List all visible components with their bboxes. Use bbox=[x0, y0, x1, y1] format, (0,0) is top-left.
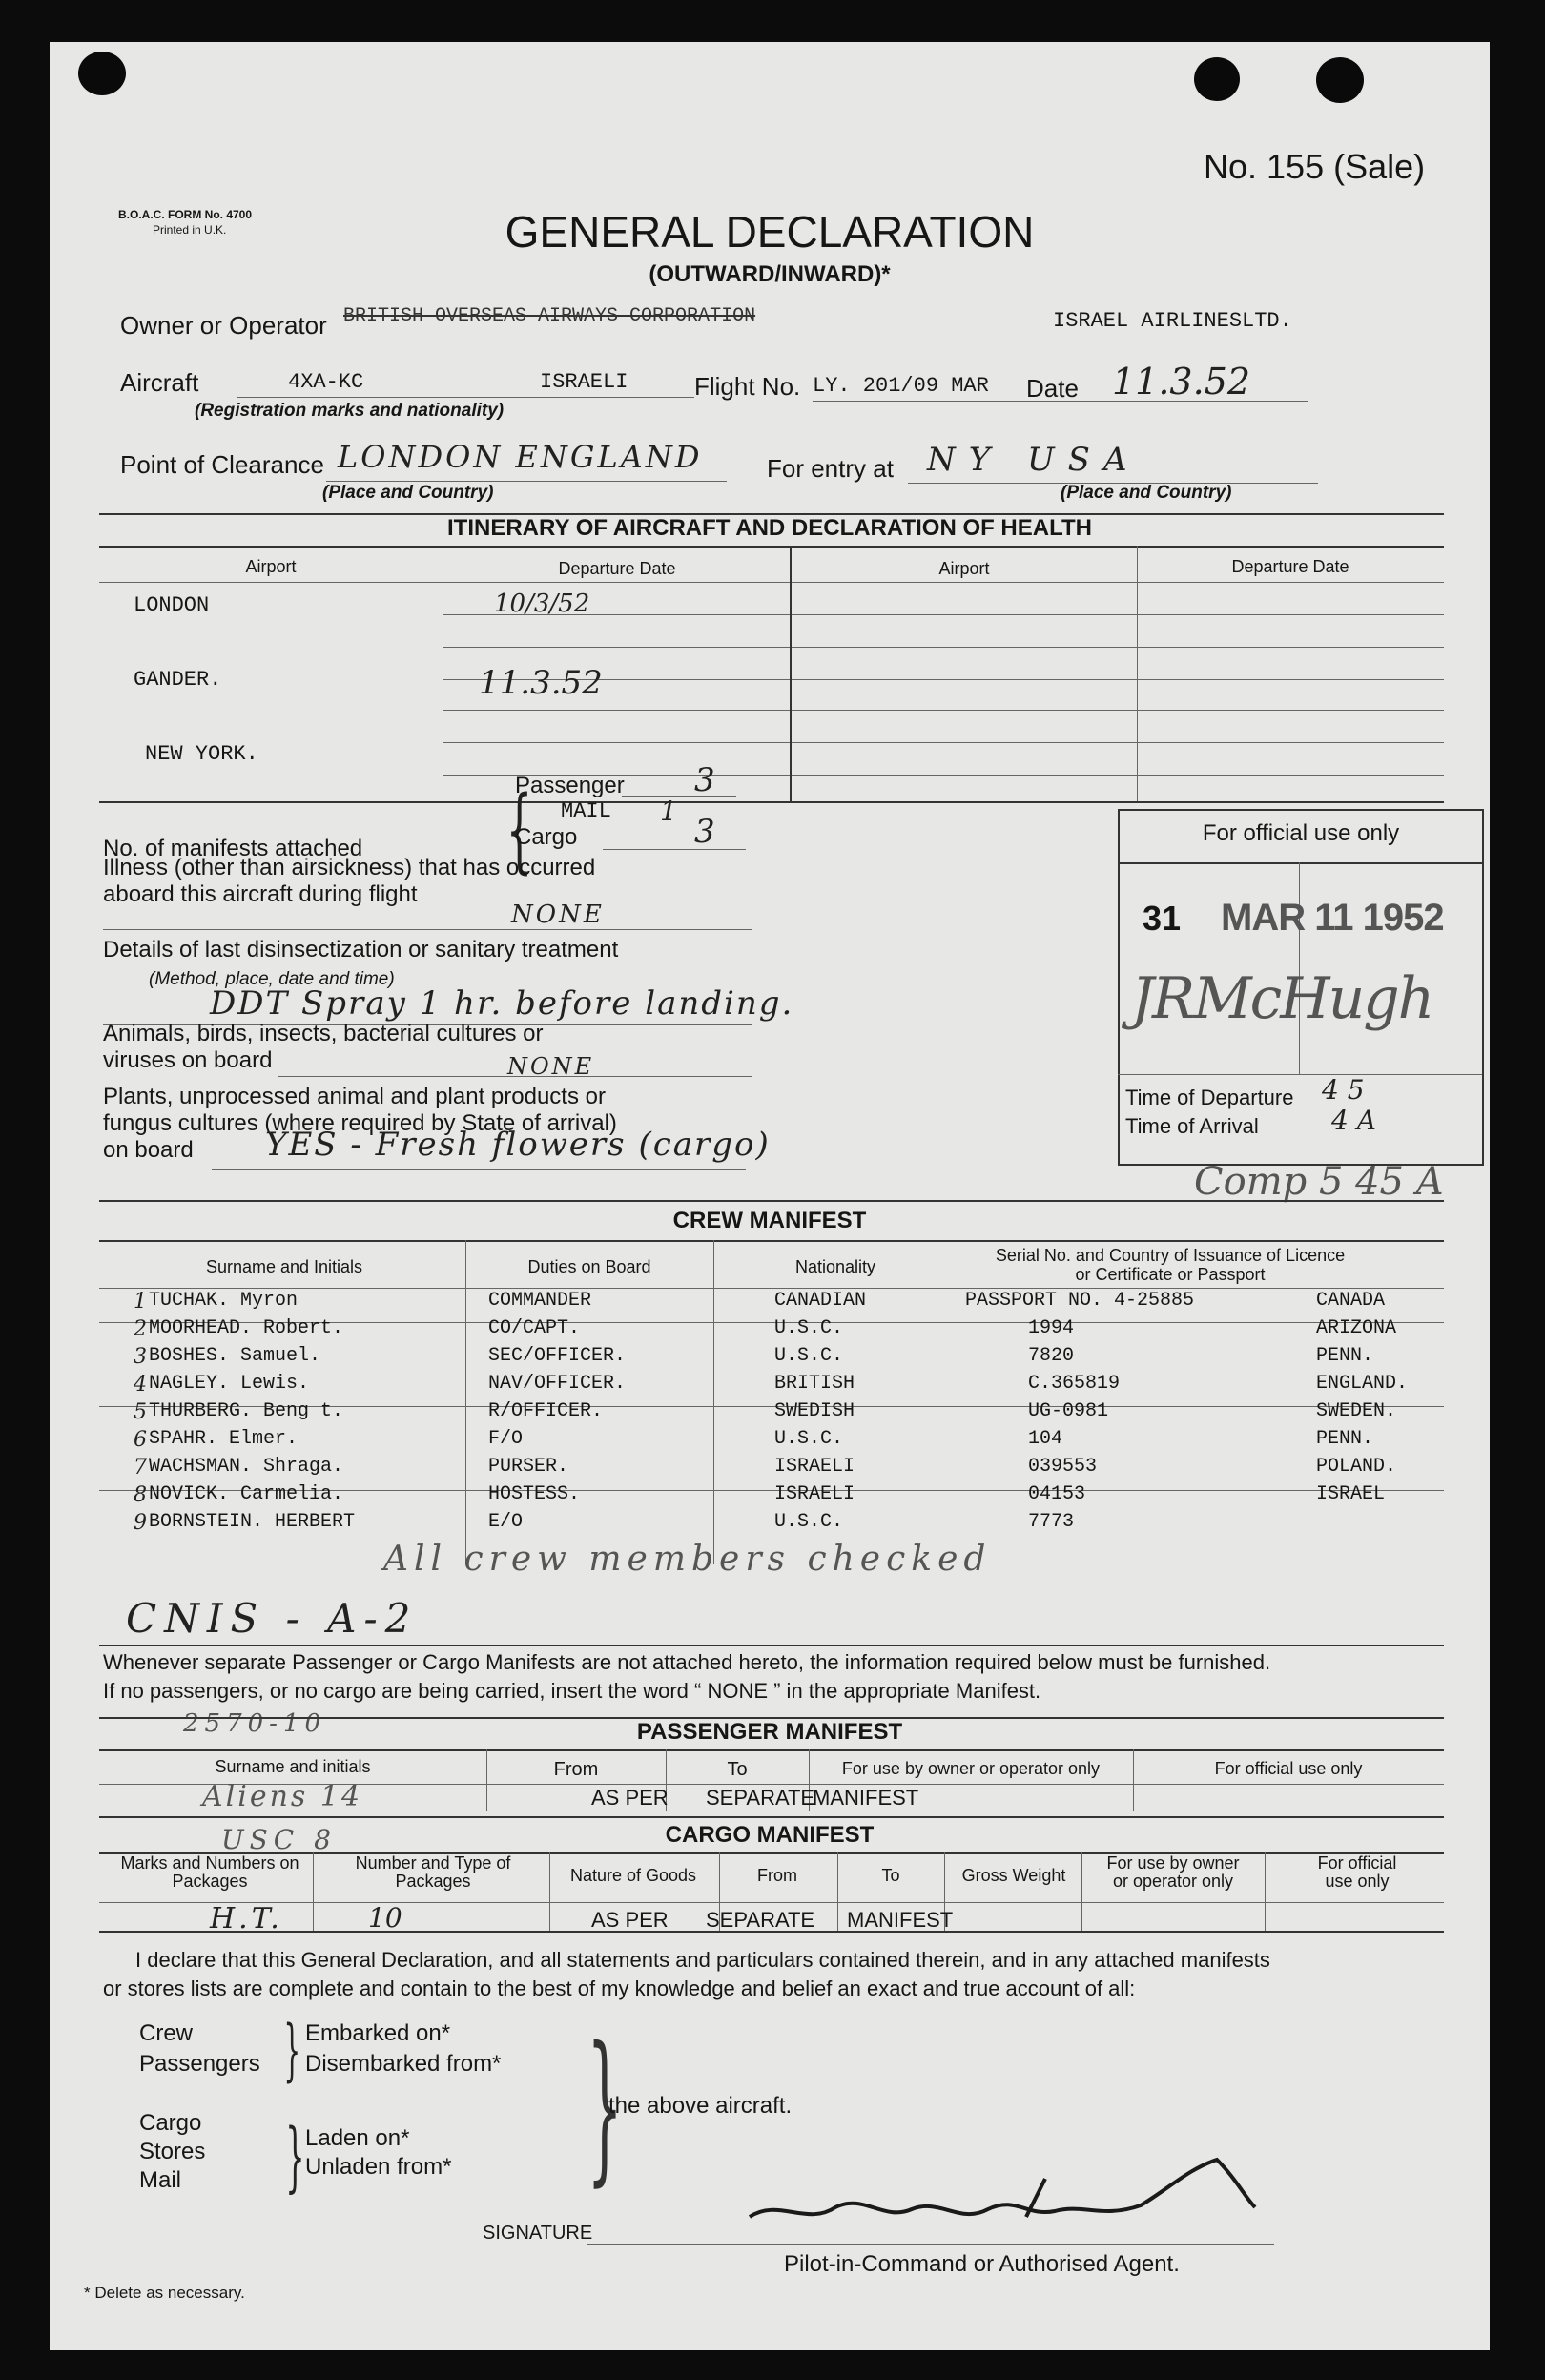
plants-line bbox=[212, 1169, 746, 1170]
plants-value: YES - Fresh flowers (cargo) bbox=[265, 1126, 771, 1164]
owner-struck: BRITISH OVERSEAS AIRWAYS CORPORATION bbox=[343, 305, 756, 327]
clearance-note: (Place and Country) bbox=[322, 483, 494, 503]
form-code: B.O.A.C. FORM No. 4700 bbox=[118, 208, 253, 221]
crew-row-serial: 104 bbox=[1028, 1428, 1063, 1450]
cargo-row-from: SEPARATE bbox=[706, 1908, 815, 1932]
aircraft-label: Aircraft bbox=[120, 368, 199, 397]
declaration-brace-1: } bbox=[283, 2011, 301, 2089]
passenger-label: Passenger bbox=[515, 773, 625, 798]
crew-row-num: 8 bbox=[134, 1483, 147, 1507]
crew-row-nat: CANADIAN bbox=[774, 1290, 867, 1312]
crew-col-sep bbox=[465, 1240, 466, 1564]
crew-row-country: ENGLAND. bbox=[1316, 1373, 1409, 1395]
crew-row-duty: PURSER. bbox=[488, 1456, 569, 1478]
declaration-disembarked: Disembarked from* bbox=[305, 2051, 502, 2077]
crew-row-serial: UG-0981 bbox=[1028, 1400, 1109, 1422]
aircraft-line bbox=[237, 397, 694, 398]
crew-row-nat: BRITISH bbox=[774, 1373, 855, 1395]
page-title: GENERAL DECLARATION bbox=[505, 207, 1035, 257]
crew-row-nat: U.S.C. bbox=[774, 1428, 844, 1450]
flight-value: LY. 201/09 MAR bbox=[813, 374, 989, 398]
owner-value: ISRAEL AIRLINESLTD. bbox=[1053, 309, 1292, 333]
cargo-top bbox=[99, 1816, 1444, 1818]
crew-row-duty: NAV/OFFICER. bbox=[488, 1373, 627, 1395]
official-signature: JRMcHugh bbox=[1131, 965, 1433, 1032]
passenger-title: PASSENGER MANIFEST bbox=[636, 1719, 903, 1745]
cargo-sub-line bbox=[99, 1902, 1444, 1903]
passenger-line bbox=[622, 796, 736, 797]
aircraft-reg: 4XA-KC bbox=[288, 370, 364, 394]
stamp-date: MAR 11 1952 bbox=[1221, 897, 1444, 939]
cargo-value: 3 bbox=[694, 813, 715, 851]
disinsect-label: Details of last disinsectization or sanitary treatment bbox=[103, 937, 619, 962]
crew-row-serial: 7820 bbox=[1028, 1345, 1075, 1367]
declaration-laden: Laden on* bbox=[305, 2125, 410, 2151]
crew-row-duty: SEC/OFFICER. bbox=[488, 1345, 627, 1367]
crew-row-country: ARIZONA bbox=[1316, 1317, 1397, 1339]
crew-row-num: 3 bbox=[134, 1345, 147, 1369]
declaration-above: the above aircraft. bbox=[608, 2093, 793, 2119]
crew-col-duty: Duties on Board bbox=[527, 1257, 651, 1276]
form-printed: Printed in U.K. bbox=[153, 223, 227, 237]
plants-line2: fungus cultures (where required by State of arrival) bbox=[103, 1110, 617, 1136]
crew-row-serial: 7773 bbox=[1028, 1511, 1075, 1533]
crew-row-name: WACHSMAN. Shraga. bbox=[149, 1456, 344, 1478]
itinerary-date-2: 11.3.52 bbox=[479, 664, 603, 702]
passenger-col-from: From bbox=[553, 1759, 599, 1780]
illness-value: NONE bbox=[511, 900, 605, 929]
mail-value: 1 bbox=[660, 796, 677, 827]
cargo-bottom bbox=[99, 1931, 1444, 1933]
official-title: For official use only bbox=[1202, 820, 1400, 846]
itinerary-hdr-line bbox=[99, 546, 1444, 548]
cargo-row-nature: AS PER bbox=[591, 1908, 669, 1932]
crew-row-nat: ISRAELI bbox=[774, 1456, 855, 1478]
pilot-signature bbox=[740, 2150, 1274, 2250]
crew-row-num: 2 bbox=[134, 1317, 147, 1341]
cargo-col-weight: Gross Weight bbox=[961, 1866, 1066, 1885]
signature-label: SIGNATURE bbox=[483, 2223, 593, 2244]
notice-line1: Whenever separate Passenger or Cargo Manifests are not attached hereto, the information required below must be furnished. bbox=[103, 1650, 1271, 1674]
mail-label: MAIL bbox=[561, 799, 611, 823]
crew-col-sep bbox=[713, 1240, 714, 1564]
crew-row-num: 5 bbox=[134, 1400, 147, 1424]
crew-row-serial: 1994 bbox=[1028, 1317, 1075, 1339]
animals-line1: Animals, birds, insects, bacterial cultures or bbox=[103, 1021, 544, 1046]
passenger-col-owner: For use by owner or operator only bbox=[841, 1759, 1101, 1778]
declaration-embarked: Embarked on* bbox=[305, 2020, 451, 2046]
cargo-col-sep bbox=[1265, 1852, 1266, 1931]
crew-row-serial: 04153 bbox=[1028, 1483, 1086, 1505]
animals-line2: viruses on board bbox=[103, 1047, 273, 1073]
cargo-col-sep bbox=[313, 1852, 314, 1931]
crew-top bbox=[99, 1200, 1444, 1202]
passenger-row-from: AS PER bbox=[591, 1786, 669, 1810]
punch-hole bbox=[1316, 57, 1364, 103]
arrival-label: Time of Arrival bbox=[1125, 1114, 1259, 1138]
footnote: * Delete as necessary. bbox=[84, 2284, 245, 2302]
notice-line2: If no passengers, or no cargo are being carried, insert the word “ NONE ” in the appropriate Manifest. bbox=[103, 1679, 1041, 1703]
cargo-col-sep bbox=[837, 1852, 838, 1931]
passenger-row-name: Aliens 14 bbox=[202, 1780, 363, 1813]
crew-row-name: THURBERG. Beng t. bbox=[149, 1400, 344, 1422]
crew-row-nat: ISRAELI bbox=[774, 1483, 855, 1505]
signer-role: Pilot-in-Command or Authorised Agent. bbox=[784, 2251, 1180, 2277]
crew-col-serial: Serial No. and Country of Issuance of Licence or Certificate or Passport bbox=[995, 1246, 1346, 1284]
crew-row-duty: CO/CAPT. bbox=[488, 1317, 581, 1339]
pilot-signature-scrawl bbox=[740, 2150, 1274, 2245]
itinerary-col-sep bbox=[790, 546, 792, 801]
owner-label: Owner or Operator bbox=[120, 311, 327, 340]
cargo-col-official: For official use only bbox=[1317, 1853, 1397, 1891]
date-label: Date bbox=[1026, 374, 1079, 403]
clearance-label: Point of Clearance bbox=[120, 450, 324, 479]
declaration-brace-2: } bbox=[285, 2112, 305, 2201]
passenger-col-to: To bbox=[727, 1759, 748, 1780]
cargo-col-to: To bbox=[881, 1866, 900, 1885]
illness-line bbox=[103, 929, 752, 930]
itinerary-rule bbox=[443, 614, 1444, 615]
crew-row-num: 9 bbox=[134, 1511, 147, 1535]
crew-col-nat: Nationality bbox=[794, 1257, 876, 1276]
crew-title: CREW MANIFEST bbox=[672, 1208, 867, 1233]
plants-line1: Plants, unprocessed animal and plant products or bbox=[103, 1084, 606, 1109]
crew-row-duty: E/O bbox=[488, 1511, 524, 1533]
itinerary-title: ITINERARY OF AIRCRAFT AND DECLARATION OF HEALTH bbox=[447, 515, 1092, 541]
cargo-col-sep bbox=[549, 1852, 550, 1931]
entry-label: For entry at bbox=[767, 454, 894, 483]
crew-row-serial: C.365819 bbox=[1028, 1373, 1121, 1395]
itinerary-rule bbox=[99, 582, 1444, 583]
clearance-value: LONDON ENGLAND bbox=[338, 439, 703, 475]
illness-line1: Illness (other than airsickness) that has occurred bbox=[103, 855, 596, 880]
crew-row-country: POLAND. bbox=[1316, 1456, 1397, 1478]
declaration-line2: or stores lists are complete and contain to the best of my knowledge and belief an exact and true account of all: bbox=[103, 1976, 1136, 2000]
crew-row-name: MOORHEAD. Robert. bbox=[149, 1317, 344, 1339]
manifests-label: No. of manifests attached bbox=[103, 836, 363, 861]
crew-row-country: PENN. bbox=[1316, 1428, 1374, 1450]
itinerary-airport-1: LONDON bbox=[134, 593, 210, 617]
passenger-row-to: SEPARATE bbox=[706, 1786, 815, 1810]
departure-value: 4 5 bbox=[1322, 1074, 1365, 1106]
crew-row-num: 7 bbox=[134, 1456, 147, 1480]
crew-row-name: NAGLEY. Lewis. bbox=[149, 1373, 310, 1395]
crew-row-serial: 039553 bbox=[1028, 1456, 1098, 1478]
cargo-line bbox=[603, 849, 746, 850]
crew-row-name: NOVICK. Carmelia. bbox=[149, 1483, 344, 1505]
crew-row-country: PENN. bbox=[1316, 1345, 1374, 1367]
cargo-row-number: 10 bbox=[368, 1902, 402, 1934]
crew-row-num: 4 bbox=[134, 1373, 147, 1397]
date-line bbox=[813, 401, 1308, 402]
crew-row-nat: U.S.C. bbox=[774, 1317, 844, 1339]
crew-row-duty: F/O bbox=[488, 1428, 524, 1450]
itinerary-col-sep bbox=[1137, 546, 1138, 801]
declaration-brace-3: } bbox=[587, 2013, 624, 2202]
crew-row-name: BOSHES. Samuel. bbox=[149, 1345, 321, 1367]
declaration-mail: Mail bbox=[139, 2167, 182, 2193]
passenger-col-sep bbox=[486, 1749, 487, 1811]
crew-row-name: TUCHAK. Myron bbox=[149, 1290, 299, 1312]
itinerary-rule bbox=[443, 742, 1444, 743]
cargo-col-owner: For use by owner or operator only bbox=[1106, 1853, 1240, 1891]
passenger-col-official: For official use only bbox=[1214, 1759, 1363, 1778]
crew-sub-line bbox=[99, 1288, 1444, 1289]
itinerary-date-1: 10/3/52 bbox=[494, 590, 590, 618]
cargo-label: Cargo bbox=[515, 824, 578, 850]
cargo-col-marks: Marks and Numbers on Packages bbox=[120, 1853, 299, 1891]
animals-line bbox=[278, 1076, 752, 1077]
itinerary-airport-3: NEW YORK. bbox=[145, 742, 258, 766]
form-number: No. 155 (Sale) bbox=[1204, 147, 1426, 186]
aircraft-nat: ISRAELI bbox=[540, 370, 628, 394]
cargo-title: CARGO MANIFEST bbox=[665, 1822, 875, 1848]
declaration-crew: Crew bbox=[139, 2020, 194, 2046]
crew-row-name: BORNSTEIN. HERBERT bbox=[149, 1511, 356, 1533]
cargo-col-number: Number and Type of Packages bbox=[355, 1853, 511, 1891]
entry-note: (Place and Country) bbox=[1061, 483, 1232, 503]
crew-row-serial: PASSPORT NO. 4-25885 bbox=[965, 1290, 1195, 1312]
declaration-sheet bbox=[50, 42, 1490, 2350]
clearance-line bbox=[326, 481, 727, 482]
passenger-col-sep bbox=[1133, 1749, 1134, 1811]
crew-col-name: Surname and Initials bbox=[205, 1257, 363, 1276]
page-subtitle: (OUTWARD/INWARD)* bbox=[649, 261, 891, 287]
crew-row-nat: U.S.C. bbox=[774, 1511, 844, 1533]
plants-line3: on board bbox=[103, 1137, 194, 1163]
cargo-col-nature: Nature of Goods bbox=[569, 1866, 697, 1885]
departure-label: Time of Departure bbox=[1125, 1086, 1294, 1109]
passenger-value: 3 bbox=[694, 761, 715, 799]
comp-note: Comp 5 45 A bbox=[1194, 1160, 1444, 1204]
declaration-passengers: Passengers bbox=[139, 2051, 260, 2077]
passenger-col-name: Surname and initials bbox=[215, 1757, 371, 1776]
crew-row-country: SWEDEN. bbox=[1316, 1400, 1397, 1422]
itinerary-col-date-2: Departure Date bbox=[1231, 557, 1349, 576]
crew-bottom bbox=[99, 1645, 1444, 1646]
aircraft-note: (Registration marks and nationality) bbox=[195, 401, 505, 421]
manifests-brace: { bbox=[505, 776, 533, 883]
animals-value: NONE bbox=[507, 1053, 595, 1080]
crew-row-duty: COMMANDER bbox=[488, 1290, 592, 1312]
stamp-day: 31 bbox=[1143, 899, 1182, 938]
cnis-note: CNIS - A-2 bbox=[126, 1595, 419, 1642]
official-hdr-line bbox=[1118, 862, 1482, 864]
declaration-line1: I declare that this General Declaration, and all statements and particulars contained therein, and in any attached manifests bbox=[135, 1948, 1270, 1972]
official-sig-line bbox=[1118, 1074, 1482, 1075]
punch-hole bbox=[78, 52, 126, 95]
cargo-col-from: From bbox=[757, 1866, 797, 1885]
declaration-unladen: Unladen from* bbox=[305, 2154, 452, 2180]
declaration-stores: Stores bbox=[139, 2139, 206, 2164]
cargo-row-to: MANIFEST bbox=[847, 1908, 954, 1932]
itinerary-col-airport-1: Airport bbox=[245, 557, 297, 576]
crew-hdr-line bbox=[99, 1240, 1444, 1242]
arrival-value: 4 A bbox=[1331, 1105, 1376, 1136]
itinerary-bottom bbox=[99, 801, 1444, 803]
passenger-hdr-line bbox=[99, 1749, 1444, 1751]
notice-margin-note: 2570-10 bbox=[183, 1709, 327, 1738]
crew-row-country: ISRAEL bbox=[1316, 1483, 1386, 1505]
itinerary-rule bbox=[443, 710, 1444, 711]
itinerary-rule bbox=[443, 647, 1444, 648]
passenger-usc-note: USC 8 bbox=[221, 1824, 337, 1855]
disinsect-note: (Method, place, date and time) bbox=[149, 969, 395, 989]
declaration-cargo: Cargo bbox=[139, 2110, 202, 2136]
crew-row-nat: SWEDISH bbox=[774, 1400, 855, 1422]
entry-value: NY USA bbox=[927, 441, 1141, 479]
crew-row-duty: HOSTESS. bbox=[488, 1483, 581, 1505]
passenger-row-owner: MANIFEST bbox=[813, 1786, 919, 1810]
itinerary-col-date-1: Departure Date bbox=[558, 559, 676, 578]
illness-line2: aboard this aircraft during flight bbox=[103, 881, 418, 907]
crew-checked-note: All crew members checked bbox=[383, 1540, 992, 1579]
crew-row-num: 6 bbox=[134, 1428, 147, 1452]
crew-row-duty: R/OFFICER. bbox=[488, 1400, 604, 1422]
crew-row-country: CANADA bbox=[1316, 1290, 1386, 1312]
disinsect-value: DDT Spray 1 hr. before landing. bbox=[210, 984, 794, 1023]
punch-hole bbox=[1194, 57, 1240, 101]
crew-row-num: 1 bbox=[134, 1290, 147, 1314]
date-value: 11.3.52 bbox=[1112, 361, 1251, 403]
cargo-row-marks: H.T. bbox=[210, 1902, 283, 1935]
crew-row-nat: U.S.C. bbox=[774, 1345, 844, 1367]
flight-label: Flight No. bbox=[694, 372, 801, 401]
crew-row-name: SPAHR. Elmer. bbox=[149, 1428, 299, 1450]
itinerary-airport-2: GANDER. bbox=[134, 668, 222, 692]
itinerary-col-airport-2: Airport bbox=[938, 559, 990, 578]
